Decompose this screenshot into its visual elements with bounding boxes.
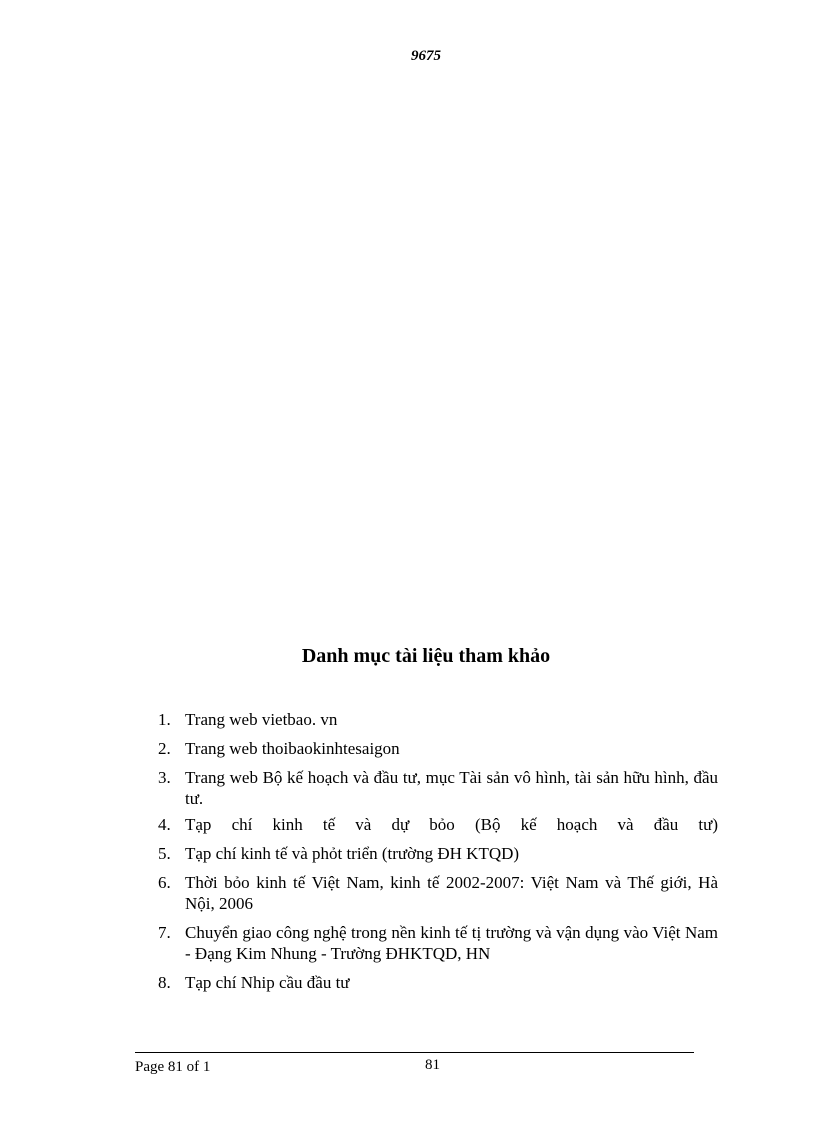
reference-item [158,767,718,809]
footer-divider [135,1052,694,1053]
header-document-code: 9675 [411,48,441,64]
reference-text: Tạp chí kinh tế và dự bỏo (Bộ kế hoạch và đầu tư) [185,815,718,834]
reference-number: 4. [158,815,171,834]
reference-text: Tạp chí Nhip cầu đầu tư [185,973,350,992]
reference-number: 3. [158,768,171,787]
reference-text: Chuyển giao công nghệ trong nền kinh tế tị trường và vận dụng vào Việt Nam - Đạng Kim Nhung - Trường ĐHKTQD, HN [185,923,718,963]
reference-text: Tạp chí kinh tế và phỏt triển (trường ĐH KTQD) [185,844,520,863]
reference-item [158,814,718,835]
footer-page-label: Page 81 of 1 [135,1059,211,1075]
reference-list [158,709,718,1001]
footer-page-number: 81 [425,1057,440,1073]
section-title: Danh mục tài liệu tham khảo [301,645,551,667]
reference-item [158,738,718,759]
reference-number: 7. [158,923,171,942]
reference-item [158,709,718,730]
reference-number: 1. [158,710,171,729]
reference-item [158,843,718,864]
reference-text: Trang web thoibaokinhtesaigon [185,739,400,758]
reference-number: 6. [158,873,171,892]
reference-item [158,922,718,964]
reference-text: Trang web vietbao. vn [185,710,338,729]
reference-item [158,972,718,993]
reference-number: 2. [158,739,171,758]
reference-text: Thời bỏo kinh tế Việt Nam, kinh tế 2002-2007: Việt Nam và Thế giới, Hà Nội, 2006 [185,873,718,913]
reference-item [158,872,718,914]
reference-text: Trang web Bộ kế hoạch và đầu tư, mục Tài sản vô hình, tài sản hữu hình, đầu tư. [185,768,718,808]
reference-number: 5. [158,844,171,863]
reference-number: 8. [158,973,171,992]
